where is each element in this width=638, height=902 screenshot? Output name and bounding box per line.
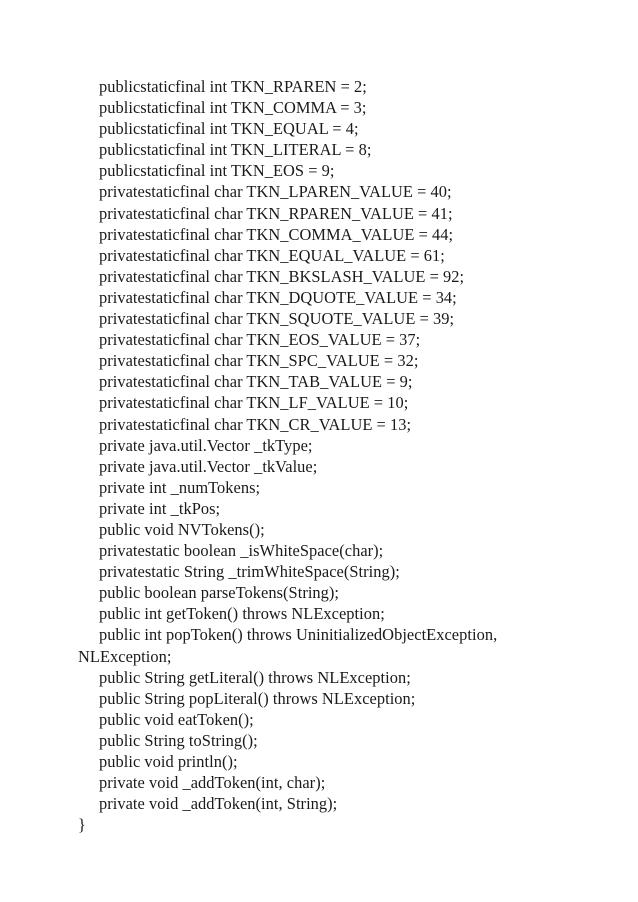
code-line: privatestaticfinal char TKN_EQUAL_VALUE = 61;: [99, 245, 445, 265]
code-line: private int _numTokens;: [99, 477, 261, 497]
code-line: public String popLiteral() throws NLException;: [99, 688, 416, 708]
code-line: public int popToken() throws UninitializedObjectException,: [99, 625, 498, 645]
code-line: private void _addToken(int, char);: [99, 773, 326, 793]
code-line: privatestatic boolean _isWhiteSpace(char);: [99, 541, 384, 561]
code-line: private java.util.Vector _tkValue;: [99, 456, 318, 476]
code-line: privatestaticfinal char TKN_SPC_VALUE = 32;: [99, 351, 419, 371]
code-line: privatestaticfinal char TKN_DQUOTE_VALUE = 34;: [99, 287, 457, 307]
code-line: privatestaticfinal char TKN_LPAREN_VALUE = 40;: [99, 182, 452, 202]
code-line: publicstaticfinal int TKN_EOS = 9;: [99, 161, 335, 181]
code-line: publicstaticfinal int TKN_LITERAL = 8;: [99, 140, 372, 160]
code-line: privatestaticfinal char TKN_COMMA_VALUE = 44;: [99, 224, 454, 244]
code-line: privatestaticfinal char TKN_SQUOTE_VALUE = 39;: [99, 309, 455, 329]
code-line: public String getLiteral() throws NLException;: [99, 667, 411, 687]
code-line: public void eatToken();: [99, 709, 254, 729]
code-line: privatestaticfinal char TKN_TAB_VALUE = 9;: [99, 372, 413, 392]
code-line: publicstaticfinal int TKN_COMMA = 3;: [99, 98, 367, 118]
code-listing: [78, 76, 618, 835]
code-line: private void _addToken(int, String);: [99, 794, 338, 814]
code-line: public void NVTokens();: [99, 519, 265, 539]
code-line: }: [78, 815, 86, 835]
code-line: public String toString();: [99, 730, 258, 750]
code-line: privatestaticfinal char TKN_RPAREN_VALUE = 41;: [99, 203, 453, 223]
code-line: public int getToken() throws NLException;: [99, 604, 385, 624]
code-line: private java.util.Vector _tkType;: [99, 435, 313, 455]
code-line: privatestatic String _trimWhiteSpace(String);: [99, 562, 400, 582]
code-line: public void println();: [99, 752, 238, 771]
code-line: publicstaticfinal int TKN_EQUAL = 4;: [99, 119, 359, 139]
code-line: private int _tkPos;: [99, 498, 221, 518]
code-line: publicstaticfinal int TKN_RPAREN = 2;: [99, 77, 367, 96]
code-line: NLException;: [78, 646, 172, 666]
code-line: privatestaticfinal char TKN_BKSLASH_VALUE = 92;: [99, 266, 465, 286]
code-line: privatestaticfinal char TKN_EOS_VALUE = 37;: [99, 330, 421, 350]
code-line: privatestaticfinal char TKN_LF_VALUE = 10;: [99, 393, 409, 413]
code-line: privatestaticfinal char TKN_CR_VALUE = 13;: [99, 414, 412, 434]
code-line: public boolean parseTokens(String);: [99, 583, 340, 603]
